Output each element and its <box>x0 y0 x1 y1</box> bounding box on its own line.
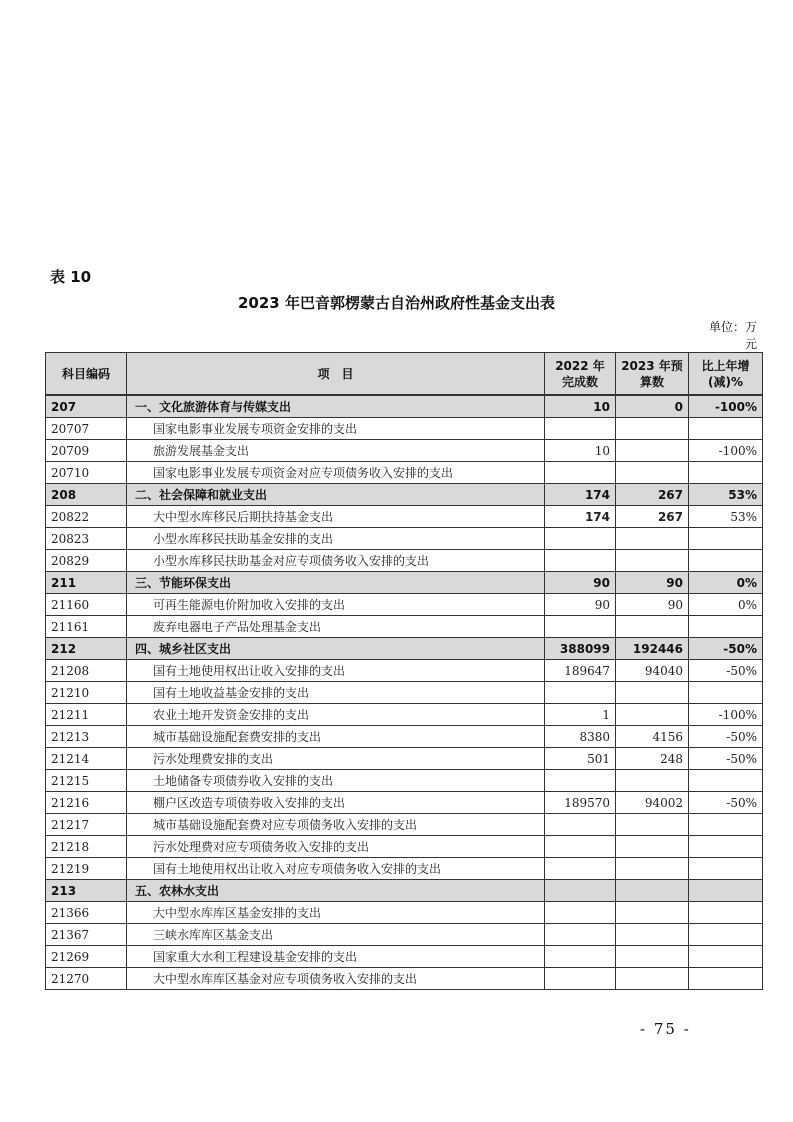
header-item: 项 目 <box>127 353 545 396</box>
table-row <box>46 748 763 770</box>
cell-budget-2023 <box>616 616 689 638</box>
cell-code: 21270 <box>46 968 127 990</box>
cell-change: -50% <box>689 638 763 660</box>
cell-code: 20829 <box>46 550 127 572</box>
cell-code: 21215 <box>46 770 127 792</box>
cell-budget-2023 <box>616 946 689 968</box>
table-body <box>46 395 763 990</box>
cell-code: 21217 <box>46 814 127 836</box>
table-row <box>46 594 763 616</box>
header-budget-2023 <box>616 353 689 396</box>
cell-actual-2022 <box>545 770 616 792</box>
cell-actual-2022 <box>545 836 616 858</box>
cell-code: 21214 <box>46 748 127 770</box>
cell-item: 国家电影事业发展专项资金安排的支出 <box>127 418 545 440</box>
cell-item: 土地储备专项债券收入安排的支出 <box>127 770 545 792</box>
cell-actual-2022 <box>545 814 616 836</box>
cell-budget-2023 <box>616 462 689 484</box>
cell-item: 污水处理费安排的支出 <box>127 748 545 770</box>
cell-budget-2023: 4156 <box>616 726 689 748</box>
cell-code: 212 <box>46 638 127 660</box>
cell-change: 0% <box>689 594 763 616</box>
table-label: 表 10 <box>50 268 92 286</box>
cell-budget-2023 <box>616 418 689 440</box>
cell-budget-2023 <box>616 770 689 792</box>
cell-change: -100% <box>689 395 763 418</box>
cell-actual-2022: 90 <box>545 572 616 594</box>
cell-item: 农业土地开发资金安排的支出 <box>127 704 545 726</box>
cell-actual-2022: 10 <box>545 440 616 462</box>
cell-budget-2023 <box>616 968 689 990</box>
cell-code: 21269 <box>46 946 127 968</box>
cell-budget-2023: 0 <box>616 395 689 418</box>
cell-budget-2023: 90 <box>616 594 689 616</box>
table-header-row <box>46 353 763 396</box>
cell-budget-2023 <box>616 550 689 572</box>
cell-change <box>689 462 763 484</box>
cell-actual-2022: 10 <box>545 395 616 418</box>
cell-change: -50% <box>689 748 763 770</box>
cell-budget-2023 <box>616 704 689 726</box>
cell-code: 20823 <box>46 528 127 550</box>
cell-item: 可再生能源电价附加收入安排的支出 <box>127 594 545 616</box>
table-row <box>46 506 763 528</box>
cell-change <box>689 550 763 572</box>
cell-item: 小型水库移民扶助基金安排的支出 <box>127 528 545 550</box>
cell-change: -50% <box>689 792 763 814</box>
cell-code: 21160 <box>46 594 127 616</box>
cell-change <box>689 418 763 440</box>
cell-budget-2023: 267 <box>616 506 689 528</box>
cell-actual-2022 <box>545 880 616 902</box>
unit-note-line2: 元 <box>744 337 757 351</box>
header-change <box>689 353 763 396</box>
cell-actual-2022: 189647 <box>545 660 616 682</box>
cell-actual-2022 <box>545 902 616 924</box>
cell-item: 国家电影事业发展专项资金对应专项债务收入安排的支出 <box>127 462 545 484</box>
cell-code: 21219 <box>46 858 127 880</box>
cell-change: 53% <box>689 506 763 528</box>
table-row <box>46 968 763 990</box>
cell-budget-2023 <box>616 924 689 946</box>
cell-item: 大中型水库库区基金安排的支出 <box>127 902 545 924</box>
header-budget-2023-text: 2023 年预算数 <box>621 358 683 389</box>
table-row <box>46 814 763 836</box>
category-row <box>46 638 763 660</box>
cell-change <box>689 858 763 880</box>
cell-actual-2022 <box>545 616 616 638</box>
cell-code: 207 <box>46 395 127 418</box>
cell-code: 21366 <box>46 902 127 924</box>
cell-actual-2022 <box>545 462 616 484</box>
cell-change <box>689 924 763 946</box>
cell-change: -100% <box>689 704 763 726</box>
cell-code: 21218 <box>46 836 127 858</box>
table-row <box>46 660 763 682</box>
cell-item: 旅游发展基金支出 <box>127 440 545 462</box>
cell-item: 小型水库移民扶助基金对应专项债务收入安排的支出 <box>127 550 545 572</box>
cell-change <box>689 616 763 638</box>
cell-budget-2023: 192446 <box>616 638 689 660</box>
cell-item: 棚户区改造专项债券收入安排的支出 <box>127 792 545 814</box>
cell-budget-2023: 94040 <box>616 660 689 682</box>
cell-change: 53% <box>689 484 763 506</box>
cell-code: 21213 <box>46 726 127 748</box>
cell-change: 0% <box>689 572 763 594</box>
cell-actual-2022 <box>545 528 616 550</box>
category-row <box>46 880 763 902</box>
cell-item: 废弃电器电子产品处理基金支出 <box>127 616 545 638</box>
table-row <box>46 836 763 858</box>
table-row <box>46 924 763 946</box>
cell-change <box>689 880 763 902</box>
expenditure-table <box>45 352 763 990</box>
table-row <box>46 550 763 572</box>
category-row <box>46 395 763 418</box>
header-change-text: 比上年增(减)% <box>701 358 750 389</box>
cell-budget-2023: 94002 <box>616 792 689 814</box>
header-actual-2022 <box>545 353 616 396</box>
unit-note <box>687 319 757 353</box>
cell-change <box>689 902 763 924</box>
cell-item: 四、城乡社区支出 <box>127 638 545 660</box>
unit-note-line1: 单位：万 <box>708 320 757 334</box>
cell-item: 国有土地使用权出让收入安排的支出 <box>127 660 545 682</box>
cell-change <box>689 836 763 858</box>
cell-code: 213 <box>46 880 127 902</box>
cell-actual-2022: 501 <box>545 748 616 770</box>
cell-code: 21211 <box>46 704 127 726</box>
cell-item: 三、节能环保支出 <box>127 572 545 594</box>
cell-actual-2022 <box>545 550 616 572</box>
table-row <box>46 440 763 462</box>
cell-budget-2023: 267 <box>616 484 689 506</box>
cell-budget-2023 <box>616 880 689 902</box>
cell-item: 一、文化旅游体育与传媒支出 <box>127 395 545 418</box>
cell-actual-2022: 8380 <box>545 726 616 748</box>
table-row <box>46 902 763 924</box>
cell-item: 国家重大水利工程建设基金安排的支出 <box>127 946 545 968</box>
cell-item: 大中型水库库区基金对应专项债务收入安排的支出 <box>127 968 545 990</box>
table-row <box>46 462 763 484</box>
cell-actual-2022 <box>545 968 616 990</box>
cell-actual-2022: 189570 <box>545 792 616 814</box>
cell-code: 21208 <box>46 660 127 682</box>
category-row <box>46 572 763 594</box>
cell-budget-2023: 90 <box>616 572 689 594</box>
cell-item: 城市基础设施配套费对应专项债务收入安排的支出 <box>127 814 545 836</box>
cell-budget-2023 <box>616 858 689 880</box>
cell-change <box>689 814 763 836</box>
cell-code: 21367 <box>46 924 127 946</box>
cell-change <box>689 968 763 990</box>
cell-code: 21210 <box>46 682 127 704</box>
cell-change: -100% <box>689 440 763 462</box>
cell-actual-2022 <box>545 946 616 968</box>
category-row <box>46 484 763 506</box>
table-row <box>46 946 763 968</box>
cell-item: 城市基础设施配套费安排的支出 <box>127 726 545 748</box>
table-row <box>46 528 763 550</box>
cell-code: 21216 <box>46 792 127 814</box>
cell-code: 20707 <box>46 418 127 440</box>
cell-budget-2023: 248 <box>616 748 689 770</box>
table-row <box>46 858 763 880</box>
table-row <box>46 704 763 726</box>
table-row <box>46 682 763 704</box>
table-row <box>46 770 763 792</box>
page-number: - 75 - <box>640 1020 691 1038</box>
cell-actual-2022: 174 <box>545 484 616 506</box>
cell-budget-2023 <box>616 528 689 550</box>
cell-actual-2022 <box>545 924 616 946</box>
cell-actual-2022: 90 <box>545 594 616 616</box>
cell-change: -50% <box>689 726 763 748</box>
cell-item: 五、农林水支出 <box>127 880 545 902</box>
cell-change <box>689 528 763 550</box>
cell-actual-2022 <box>545 682 616 704</box>
table-row <box>46 726 763 748</box>
cell-change <box>689 682 763 704</box>
header-code: 科目编码 <box>46 353 127 396</box>
cell-budget-2023 <box>616 902 689 924</box>
table-row <box>46 418 763 440</box>
cell-budget-2023 <box>616 682 689 704</box>
cell-change: -50% <box>689 660 763 682</box>
cell-actual-2022: 1 <box>545 704 616 726</box>
cell-code: 208 <box>46 484 127 506</box>
document-title: 2023 年巴音郭楞蒙古自治州政府性基金支出表 <box>238 294 555 312</box>
cell-change <box>689 946 763 968</box>
cell-item: 二、社会保障和就业支出 <box>127 484 545 506</box>
cell-budget-2023 <box>616 836 689 858</box>
cell-actual-2022 <box>545 858 616 880</box>
header-actual-2022-text: 2022 年完成数 <box>555 358 605 389</box>
cell-code: 20822 <box>46 506 127 528</box>
cell-item: 国有土地使用权出让收入对应专项债务收入安排的支出 <box>127 858 545 880</box>
cell-budget-2023 <box>616 814 689 836</box>
table-row <box>46 616 763 638</box>
cell-actual-2022: 388099 <box>545 638 616 660</box>
cell-budget-2023 <box>616 440 689 462</box>
cell-actual-2022 <box>545 418 616 440</box>
cell-item: 大中型水库移民后期扶持基金支出 <box>127 506 545 528</box>
cell-item: 污水处理费对应专项债务收入安排的支出 <box>127 836 545 858</box>
cell-item: 国有土地收益基金安排的支出 <box>127 682 545 704</box>
cell-actual-2022: 174 <box>545 506 616 528</box>
cell-code: 20710 <box>46 462 127 484</box>
cell-code: 20709 <box>46 440 127 462</box>
cell-change <box>689 770 763 792</box>
cell-code: 21161 <box>46 616 127 638</box>
cell-item: 三峡水库库区基金支出 <box>127 924 545 946</box>
table-row <box>46 792 763 814</box>
cell-code: 211 <box>46 572 127 594</box>
